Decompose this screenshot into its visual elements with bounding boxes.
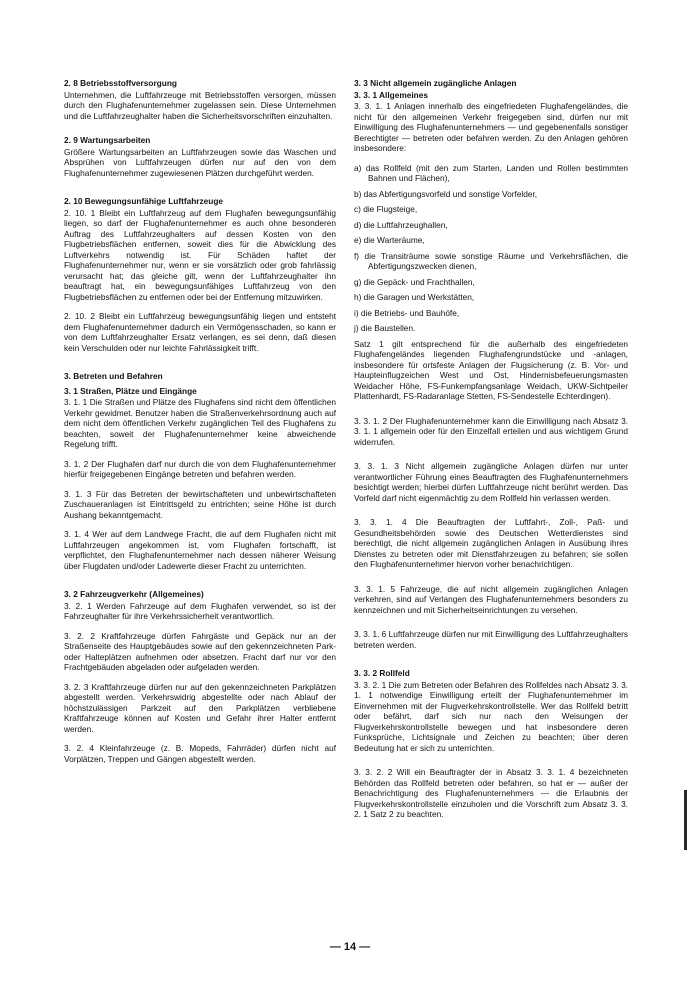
paragraph-3-3-1-2: 3. 3. 1. 2 Der Flughafenunternehmer kann die Einwilligung nach Absatz 3. 3. 1. 1 allgemein oder für den Einzelfall erteilen und aus wichtigem Grund widerrufen. — [354, 415, 628, 447]
paragraph-3-3-1-3: 3. 3. 1. 3 Nicht allgemein zugängliche Anlagen dürfen nur unter verantwortlicher Führung eines Beauftragten des Flughafenunternehmers besichtigt werden; hierbei dürfen Luftfahrzeuge nicht berührt werden. Das Vorfeld darf nicht eigenmächtig zu dem Rollfeld hin verlassen werden. — [354, 461, 628, 503]
left-column — [64, 78, 336, 764]
section-3-3-heading: 3. 3 Nicht allgemein zugängliche Anlagen — [354, 78, 517, 88]
page-number: — 14 — — [329, 941, 371, 953]
section-3-3-2-heading: 3. 3. 2 Rollfeld — [354, 668, 410, 678]
list-item: e) die Warteräume, — [354, 235, 425, 245]
paragraph-3-3-1-6: 3. 3. 1. 6 Luftfahrzeuge dürfen nur mit Einwilligung des Luftfahrzeughalters betreten werden. — [354, 629, 628, 650]
paragraph-3-3-2-2: 3. 3. 2. 2 Will ein Beauftragter der in Absatz 3. 3. 1. 4 bezeichneten Behörden das Rollfeld betreten oder befahren, so hat er — außer der Benachrichtigung des Flughafenunternehmers — die Erlaubnis der Flugverkehrskontrollstelle einzuholen und die Vorschrift zum Absatz 3. 3. 2. 1 Satz 2 zu beachten. — [354, 767, 628, 819]
paragraph-satz-1: Satz 1 gilt entsprechend für die außerhalb des eingefriedeten Flughafengeländes liegenden Flughafengrundstücke und -anlagen, insbesondere für ortsfeste Anlagen der Flugsicherung (z. B. Vor- und Haupteinflugzeichen West und Ost, Hindernisbefeuerungsmasten Weidacher Höhe, FS-Funkempfangsanlage Weidach, UKW-Sichtpeiler Plattenhardt, FS-Radaranlage Stetten, FS-Sendestelle Echterdingen). — [354, 338, 628, 401]
section-3-2-heading: 3. 2 Fahrzeugverkehr (Allgemeines) — [64, 589, 204, 599]
list-item: h) die Garagen und Werkstätten, — [354, 292, 475, 302]
section-2-8-text: Unternehmen, die Luftfahrzeuge mit Betriebsstoffen versorgen, müssen durch den Flughafenunternehmer zugelassen sein. Diese Unternehmen und die Luftfahrzeughalter haben die Sicherheitsvorschriften einzuhalten. — [64, 89, 336, 121]
list-item: a) das Rollfeld (mit den zum Starten, Landen und Rollen bestimmten Bahnen und Flächen), — [354, 162, 628, 183]
list-item: b) das Abfertigungsvorfeld und sonstige Vorfelder, — [354, 188, 538, 199]
section-3-heading: 3. Betreten und Befahren — [64, 371, 163, 381]
section-2-8-heading: 2. 8 Betriebsstoffversorgung — [64, 78, 177, 88]
right-column — [354, 78, 628, 820]
paragraph-3-3-2-1: 3. 3. 2. 1 Die zum Betreten oder Befahren des Rollfeldes nach Absatz 3. 3. 1. 1 notwendige Einwilligung erteilt der Flughafenunternehmer im Einvernehmen mit der Flugverkehrskontrollstelle. Wer das Rollfeld betritt oder befährt, darf sich nur nach den Weisungen der Flugverkehrskontrollstelle bewegen und hat insbesondere deren Funksprüche, Lichtsignale und Zeichen zu beachten; über deren Bedeutung hat er sich zu unterrichten. — [354, 679, 628, 753]
paragraph-3-2-1: 3. 2. 1 Werden Fahrzeuge auf dem Flughafen verwendet, so ist der Fahrzeughalter für ihre Verkehrssicherheit verantwortlich. — [64, 600, 336, 621]
scan-edge-mark — [684, 790, 687, 850]
paragraph-3-3-1-5: 3. 3. 1. 5 Fahrzeuge, die auf nicht allgemein zugänglichen Anlagen verkehren, sind auf Verlangen des Flughafenunternehmers besonders zu kennzeichnen und mit Sicherheitseinrichtungen zu versehen. — [354, 583, 628, 615]
list-item: j) die Baustellen. — [354, 323, 416, 333]
paragraph-2-10-2: 2. 10. 2 Bleibt ein Luftfahrzeug bewegungsunfähig liegen und entsteht dem Flughafenunternehmer dadurch ein Vermögensschaden, so kann er von dem Luftfahrzeughalter Ersatz verlangen, es sei denn, daß diesen kein Verschulden oder nur leichte Fahrlässigkeit trifft. — [64, 311, 336, 353]
list-item: g) die Gepäck- und Frachthallen, — [354, 276, 475, 287]
list-item: d) die Luftfahrzeughallen, — [354, 219, 448, 230]
paragraph-3-3-1-1: 3. 3. 1. 1 Anlagen innerhalb des eingefriedeten Flughafengeländes, die nicht für den allgemeinen Verkehr freigegeben sind, dürfen nur mit Einwilligung des Flughafenunternehmers — und gegebenenfalls sonstiger Berechtigter — betreten oder befahren werden. Zu den Anlagen gehören insbesondere: — [354, 101, 628, 153]
paragraph-3-1-4: 3. 1. 4 Wer auf dem Landwege Fracht, die auf dem Flughafen nicht mit Luftfahrzeugen angekommen ist, vom Flughafen fortschafft, ist verpflichtet, den Flughafenunternehmer nach dessen näherer Weisung über Flugdaten und/oder Ladewerte dieser Fracht zu unterrichten. — [64, 529, 336, 571]
paragraph-3-1-1: 3. 1. 1 Die Straßen und Plätze des Flughafens sind nicht dem öffentlichen Verkehr gewidmet. Benutzer haben die Straßenverkehrsordnung auch auf dem nicht dem öffentlichen Verkehr zugänglichen Teil des Flughafens zu beachten, soweit der Flughafenunternehmer keine abweichende Regelung trifft. — [64, 397, 336, 449]
paragraph-3-1-2: 3. 1. 2 Der Flughafen darf nur durch die von dem Flughafenunternehmer hierfür freigegebenen Eingänge betreten und befahren werden. — [64, 458, 336, 479]
paragraph-3-2-2: 3. 2. 2 Kraftfahrzeuge dürfen Fahrgäste und Gepäck nur an der Straßenseite des Hauptgebäudes sowie auf den gekennzeichneten Park- oder Halteplätzen aufnehmen oder absetzen. Fracht darf nur vor den Frachtgebäuden abgeladen oder aufgeladen werden. — [64, 630, 336, 672]
section-3-1-heading: 3. 1 Straßen, Plätze und Eingänge — [64, 385, 197, 396]
paragraph-2-10-1: 2. 10. 1 Bleibt ein Luftfahrzeug auf dem Flughafen bewegungsunfähig liegen, so darf der Flughafenunternehmer es auch ohne besonderen Auftrag des Luftfahrzeughalters auf dessen Kosten von den Flugbetriebsflächen entfernen, soweit dies für die Abwicklung des Luftverkehrs notwendig ist. Für Schäden haftet der Flughafenunternehmer nur, wenn er sie vorsätzlich oder grob fahrlässig verursacht hat; das gleiche gilt, wenn der Luftfahrzeughalter ihn beauftragt hat, ein bewegungsunfähiges Luftfahrzeug von den Flugbetriebsflächen zu entfernen oder bei der Entfernung mitzuwirken. — [64, 207, 336, 302]
paragraph-3-2-3: 3. 2. 3 Kraftfahrzeuge dürfen nur auf den gekennzeichneten Parkplätzen abgestellt werden. Verkehrswidrig abgestellte oder nach Ablauf der höchstzulässigen Parkzeit auf den Parkplätzen verbliebene Kraftfahrzeuge können auf Kosten und Gefahr ihrer Halter entfernt werden. — [64, 681, 336, 734]
section-2-9-text: Größere Wartungsarbeiten an Luftfahrzeugen sowie das Waschen und Absprühen von Luftfahrzeugen dürfen nur auf den von dem Flughafenunternehmer zugewiesenen Plätzen durchgeführt werden. — [64, 146, 336, 178]
list-item: c) die Flugsteige, — [354, 204, 418, 214]
paragraph-3-3-1-4: 3. 3. 1. 4 Die Beauftragten der Luftfahrt-, Zoll-, Paß- und Gesundheitsbehörden sowie des Deutschen Wetterdienstes sind berechtigt, die nicht allgemein zugänglichen Anlagen in Ausübung ihres Dienstes zu betreten oder mit Dienstfahrzeugen zu befahren; sie sollen den Flughafenunternehmer hiervon vorher benachrichtigen. — [354, 517, 628, 569]
facility-list — [354, 163, 628, 334]
paragraph-3-1-3: 3. 1. 3 Für das Betreten der bewirtschafteten und unbewirtschafteten Zuschaueranlagen ist Eintrittsgeld zu entrichten; seine Höhe ist durch Aushang bekanntgemacht. — [64, 488, 336, 520]
list-item: i) die Betriebs- und Bauhöfe, — [354, 307, 460, 318]
section-2-9-heading: 2. 9 Wartungsarbeiten — [64, 135, 151, 145]
list-item: f) die Transiträume sowie sonstige Räume und Verkehrsflächen, die Abfertigungszwecken dienen, — [354, 250, 628, 271]
section-2-10-heading: 2. 10 Bewegungsunfähige Luftfahrzeuge — [64, 196, 224, 206]
paragraph-3-2-4: 3. 2. 4 Kleinfahrzeuge (z. B. Mopeds, Fahrräder) dürfen nicht auf Vorplätzen, Treppen und Gängen abgestellt werden. — [64, 743, 336, 764]
section-3-3-1-heading: 3. 3. 1 Allgemeines — [354, 89, 428, 100]
